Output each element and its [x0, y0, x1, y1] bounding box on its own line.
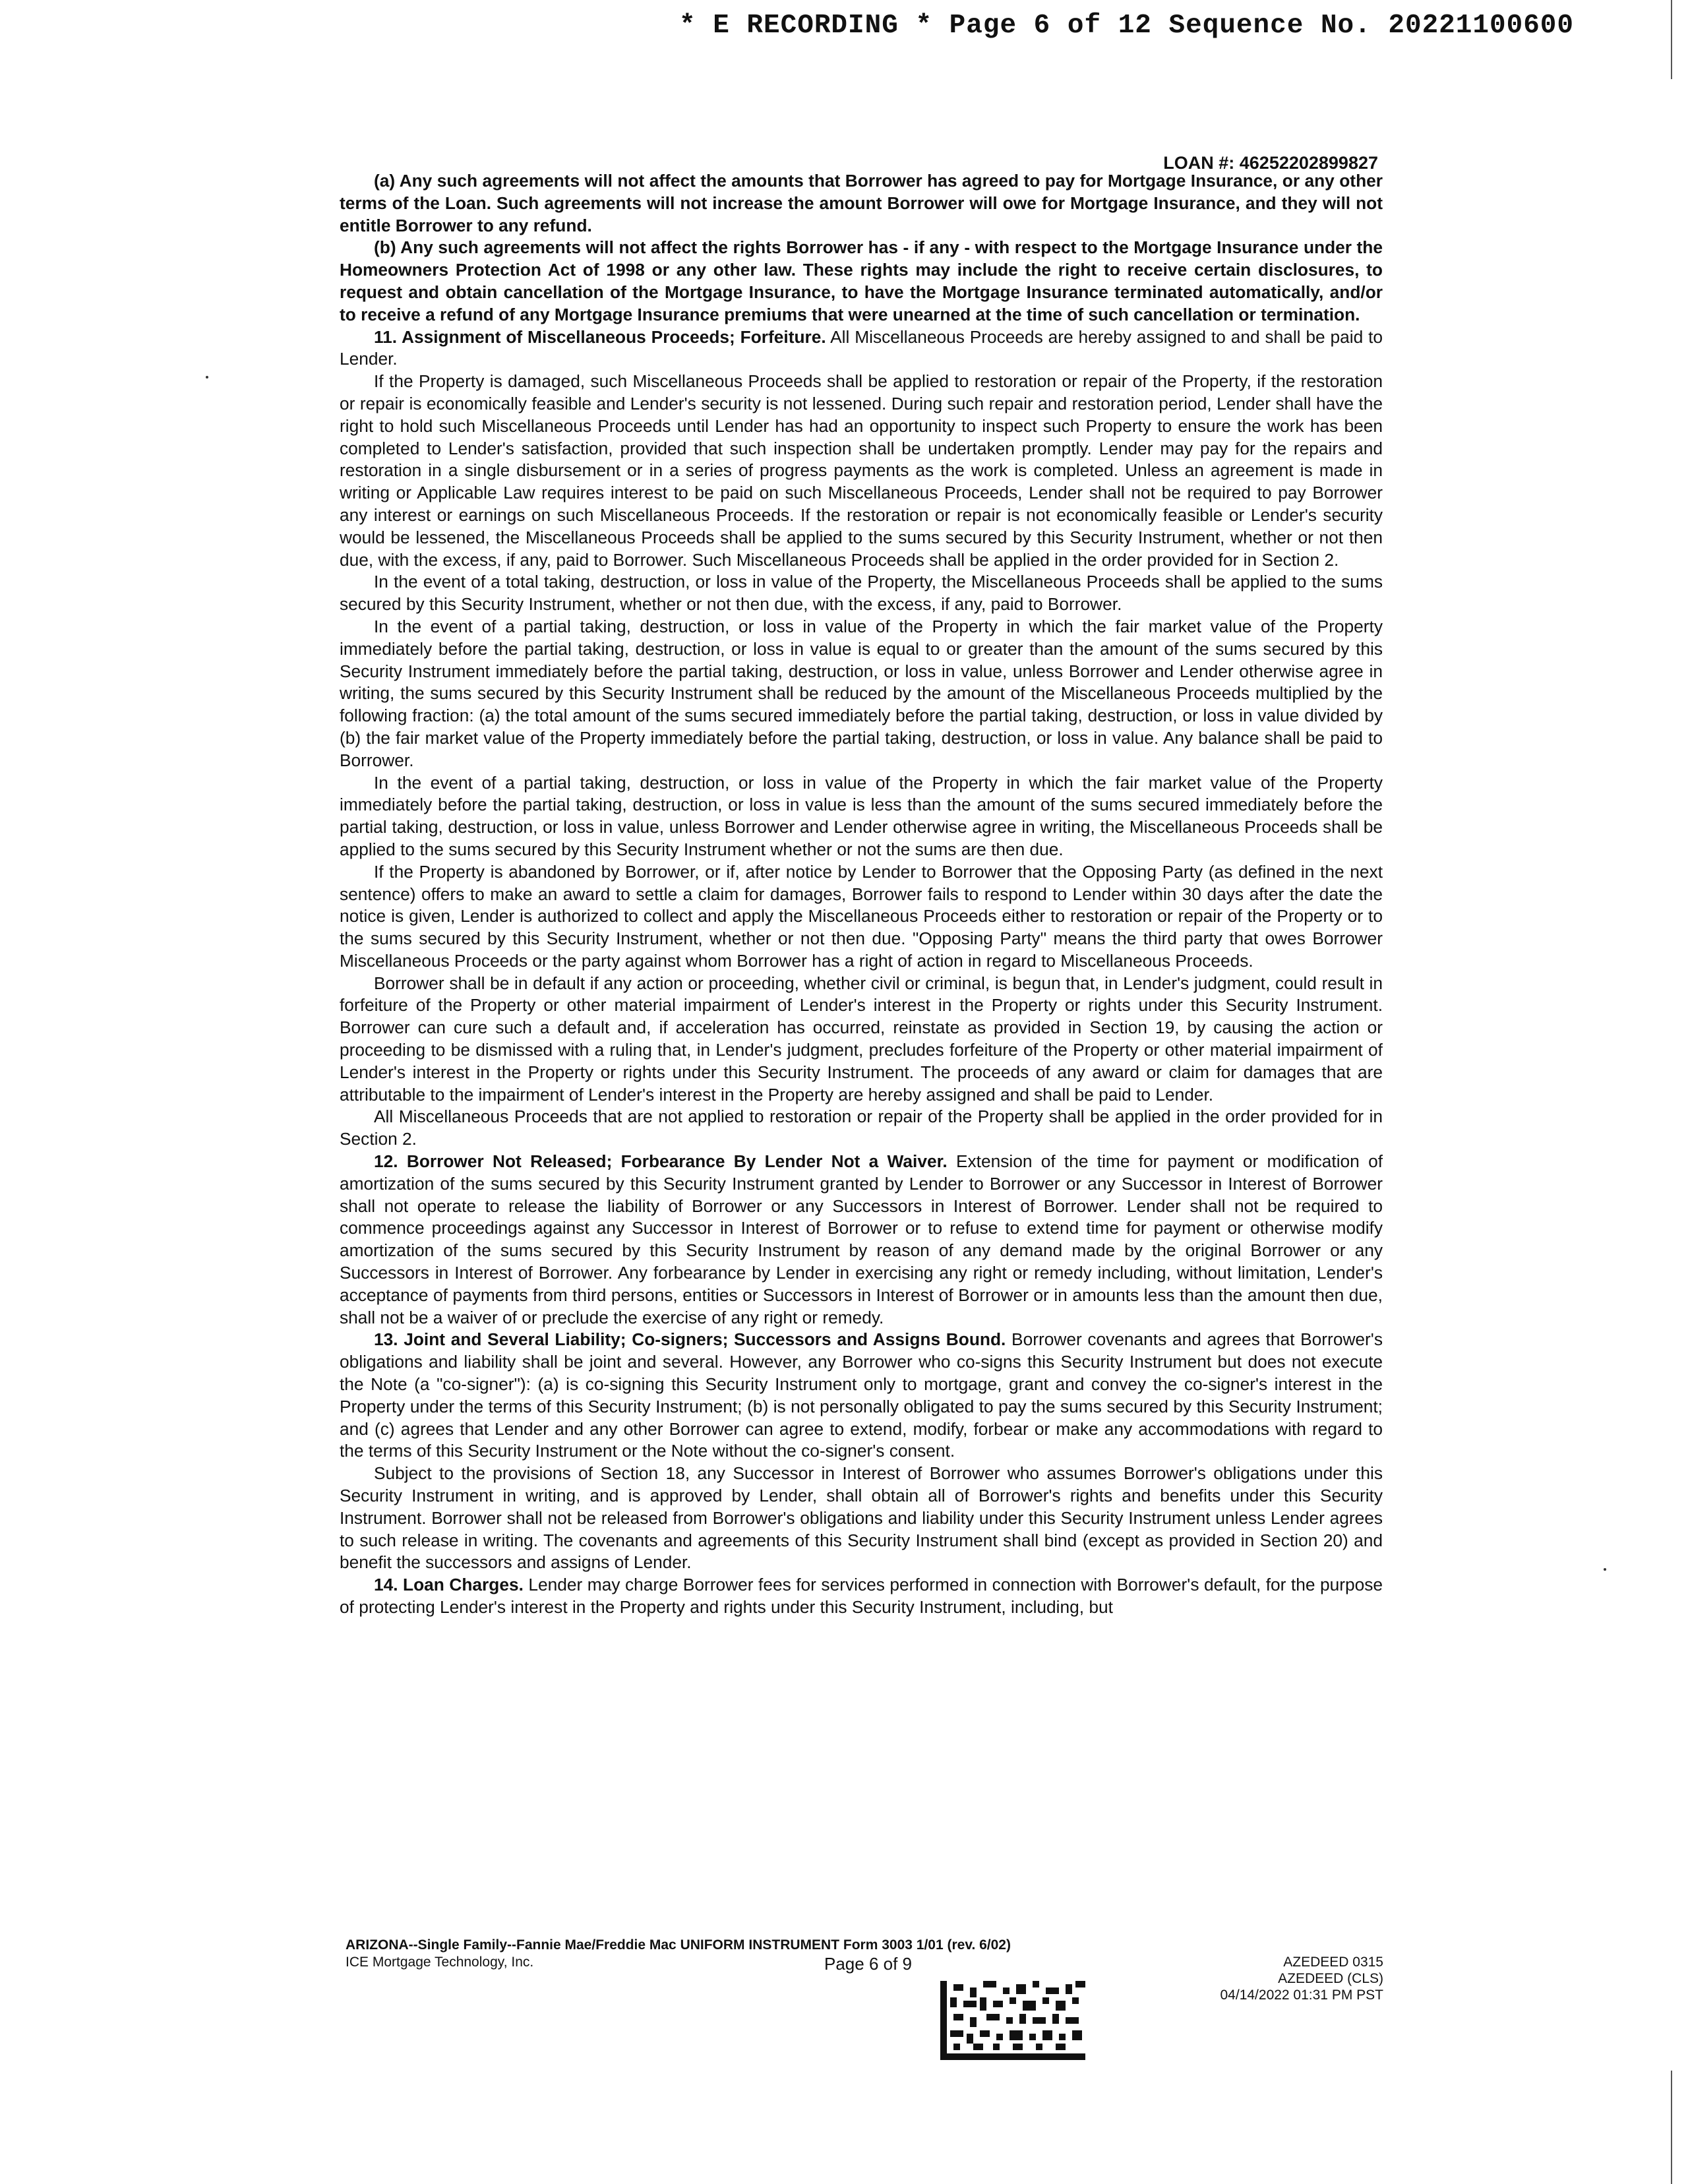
footer-code-2: AZEDEED (CLS) [1278, 1971, 1383, 1986]
loan-number: LOAN #: 46252202899827 [1163, 153, 1378, 173]
section-12-text: Extension of the time for payment or modification of amortization of the sums secured by this Security Instrument granted by Lender to Borrower or any Successor in Interest of Borrower shall not operate to release the liability of Borrower or any Successors in Interest of Borrower. Lender shall not be required to commence proceedings against any Successor in Interest of Borrower or to refuse to extend time for payment or otherwise modify amortization of the sums secured by this Security Instrument by reason of any demand made by the original Borrower or any Successors in Interest of Borrower. Any forbearance by Lender in exercising any right or remedy including, without limitation, Lender's acceptance of payments from third persons, entities or Successors in Interest of Borrower or in amounts less than the amount then due, shall not be a waiver of or preclude the exercise of any right or remedy. [340, 1151, 1383, 1327]
paragraph-default: Borrower shall be in default if any action or proceeding, whether civil or criminal, is begun that, in Lender's judgment, could result in forfeiture of the Property or other material impairment of Lender's interest in the Property or rights under this Security Instrument. Borrower can cure such a default and, if acceleration has occurred, reinstate as provided in Section 19, by causing the action or proceeding to be dismissed with a ruling that, in Lender's judgment, precludes forfeiture of the Property or other material impairment of Lender's interest in the Property or rights under this Security Instrument. The proceeds of any award or claim for damages that are attributable to the impairment of Lender's interest in the Property are hereby assigned and shall be paid to Lender. [340, 973, 1383, 1105]
section-12 [340, 1151, 1383, 1329]
section-13-text: Borrower covenants and agrees that Borrower's obligations and liability shall be joint and several. However, any Borrower who co-signs this Security Instrument but does not execute the Note (a "co-signer"): (a) is co-signing this Security Instrument only to mortgage, grant and convey the co-signer's interest in the Property under the terms of this Security Instrument; (b) is not personally obligated to pay the sums secured by this Security Instrument; and (c) agrees that Lender and any other Borrower can agree to extend, modify, forbear or make any accommodations with regard to the terms of this Security Instrument or the Note without the co-signer's consent. [340, 1329, 1383, 1461]
section-14 [340, 1574, 1383, 1619]
recording-header: * E RECORDING * Page 6 of 12 Sequence No. 20221100600 [679, 11, 1575, 41]
footer-codes [1221, 1954, 1384, 2003]
scan-edge-line-top [1671, 0, 1672, 79]
footer-company: ICE Mortgage Technology, Inc. [346, 1955, 534, 1970]
section-11-heading: 11. Assignment of Miscellaneous Proceeds; Forfeiture. [374, 326, 826, 347]
section-11-text: All Miscellaneous Proceeds are hereby assigned to and shall be paid to Lender. [340, 326, 1383, 369]
section-12-heading: 12. Borrower Not Released; Forbearance By Lender Not a Waiver. [374, 1151, 948, 1172]
footer-form-title: ARIZONA--Single Family--Fannie Mae/Freddie Mac UNIFORM INSTRUMENT Form 3003 1/01 (rev. 6/02) [346, 1937, 1011, 1953]
section-14-heading: 14. Loan Charges. [374, 1575, 524, 1595]
footer-timestamp: 04/14/2022 01:31 PM PST [1220, 1987, 1383, 2003]
scan-edge-line-bottom [1671, 2071, 1672, 2184]
paragraph-abandoned: If the Property is abandoned by Borrower, or if, after notice by Lender to Borrower that the Opposing Party (as defined in the next sentence) offers to make an award to settle a claim for damages, Borrower fails to respond to Lender within 30 days after the date the notice is given, Lender is authorized to collect and apply the Miscellaneous Proceeds either to restoration or repair of the Property or to the sums secured by this Security Instrument, whether or not then due. "Opposing Party" means the third party that owes Borrower Miscellaneous Proceeds or the party against whom Borrower has a right of action in regard to Miscellaneous Proceeds. [340, 861, 1383, 971]
scan-speck [1604, 1568, 1606, 1571]
document-body [340, 170, 1383, 1619]
section-14-text: Lender may charge Borrower fees for services performed in connection with Borrower's default, for the purpose of protecting Lender's interest in the Property and rights under this Security Instrument, including, but [340, 1575, 1383, 1617]
paragraph-partial-taking-less: In the event of a partial taking, destruction, or loss in value of the Property in which the fair market value of the Property immediately before the partial taking, destruction, or loss in value is less than the amount of the sums secured immediately before the partial taking, destruction, or loss in value, unless Borrower and Lender otherwise agree in writing, the Miscellaneous Proceeds shall be applied to the sums secured by this Security Instrument whether or not the sums are then due. [340, 772, 1383, 859]
footer-code-1: AZEDEED 0315 [1283, 1955, 1383, 1970]
section-13 [340, 1329, 1383, 1463]
footer-page-number: Page 6 of 9 [824, 1954, 912, 1974]
scan-speck [206, 376, 208, 379]
paragraph-successor: Subject to the provisions of Section 18, any Successor in Interest of Borrower who assumes Borrower's obligations under this Security Instrument in writing, and is approved by Lender, shall obtain all of Borrower's rights and benefits under this Security Instrument. Borrower shall not be released from Borrower's obligations and liability under this Security Instrument unless Lender agrees to such release in writing. The covenants and agreements of this Security Instrument shall bind (except as provided in Section 20) and benefit the successors and assigns of Lender. [340, 1463, 1383, 1573]
paragraph-b: (b) Any such agreements will not affect the rights Borrower has - if any - with respect to the Mortgage Insurance under the Homeowners Protection Act of 1998 or any other law. These rights may include the right to receive certain disclosures, to request and obtain cancellation of the Mortgage Insurance, to have the Mortgage Insurance terminated automatically, and/or to receive a refund of any Mortgage Insurance premiums that were unearned at the time of such cancellation or termination. [340, 237, 1383, 324]
paragraph-total-taking: In the event of a total taking, destruction, or loss in value of the Property, the Miscellaneous Proceeds shall be applied to the sums secured by this Security Instrument, whether or not then due, with the excess, if any, paid to Borrower. [340, 572, 1383, 615]
paragraph-partial-taking-greater: In the event of a partial taking, destruction, or loss in value of the Property in which the fair market value of the Property immediately before the partial taking, destruction, or loss in value is equal to or greater than the amount of the sums secured by this Security Instrument immediately before the partial taking, destruction, or loss in value, unless Borrower and Lender otherwise agree in writing, the sums secured by this Security Instrument shall be reduced by the amount of the Miscellaneous Proceeds multiplied by the following fraction: (a) the total amount of the sums secured immediately before the partial taking, destruction, or loss in value divided by (b) the fair market value of the Property immediately before the partial taking, destruction, or loss in value. Any balance shall be paid to Borrower. [340, 616, 1383, 770]
paragraph-a: (a) Any such agreements will not affect the amounts that Borrower has agreed to pay for Mortgage Insurance, or any other terms of the Loan. Such agreements will not increase the amount Borrower will owe for Mortgage Insurance, and they will not entitle Borrower to any refund. [340, 171, 1383, 235]
section-13-heading: 13. Joint and Several Liability; Co-signers; Successors and Assigns Bound. [374, 1329, 1006, 1350]
paragraph-property-damaged: If the Property is damaged, such Miscellaneous Proceeds shall be applied to restoration or repair of the Property, if the restoration or repair is economically feasible and Lender's security is not lessened. During such repair and restoration period, Lender shall have the right to hold such Miscellaneous Proceeds until Lender has had an opportunity to inspect such Property to ensure the work has been completed to Lender's satisfaction, provided that such inspection shall be undertaken promptly. Lender may pay for the repairs and restoration in a single disbursement or in a series of progress payments as the work is completed. Unless an agreement is made in writing or Applicable Law requires interest to be paid on such Miscellaneous Proceeds, Lender shall not be required to pay Borrower any interest or earnings on such Miscellaneous Proceeds. If the restoration or repair is not economically feasible or Lender's security would be lessened, the Miscellaneous Proceeds shall be applied to the sums secured by this Security Instrument, whether or not then due, with the excess, if any, paid to Borrower. Such Miscellaneous Proceeds shall be applied in the order provided for in Section 2. [340, 371, 1383, 570]
paragraph-not-applied: All Miscellaneous Proceeds that are not applied to restoration or repair of the Property shall be applied in the order provided for in Section 2. [340, 1107, 1383, 1149]
section-11 [340, 326, 1383, 371]
barcode-image [940, 1981, 1085, 2060]
